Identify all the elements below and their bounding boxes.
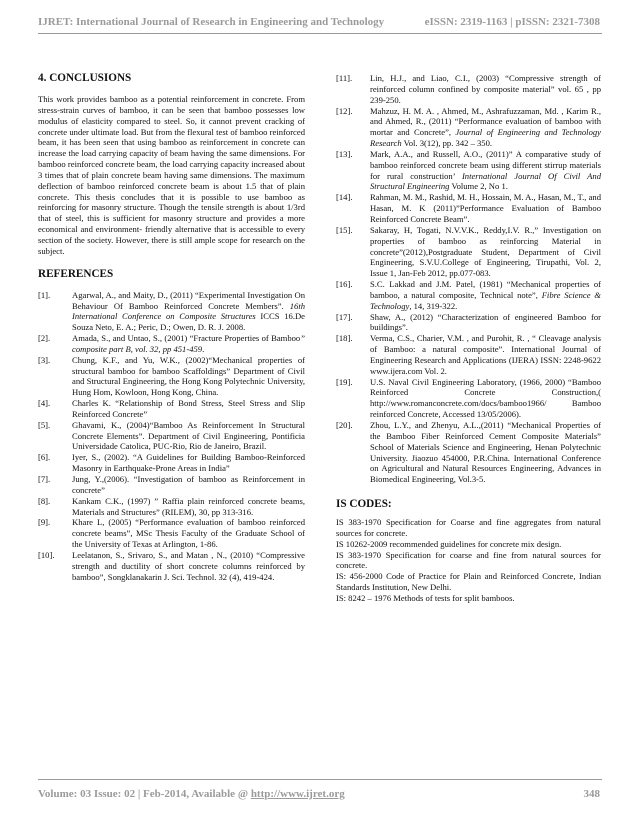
reference-item (38, 550, 305, 583)
reference-text (370, 312, 601, 334)
references-heading: REFERENCES (38, 267, 114, 280)
reference-number: [11]. (336, 73, 353, 83)
reference-number: [13]. (336, 148, 353, 159)
reference-item (336, 377, 601, 420)
reference-text-tail: ICCS 16.De Souza Neto, E. A.; Peric, D.; Owen, D. R. J. 2008. (72, 311, 305, 333)
reference-text-main: U.S. Naval Civil Engineering Laboratory, (1966, 2000) “Bamboo Reinforced Concrete Construction,( http://www.romanconcrete.com/docs/bamboo1966/ Bamboo reinforced Concrete, Accessed 13/05/2006). (370, 376, 601, 420)
reference-text-main: Ghavami, K., (2004)“Bamboo As Reinforcement In Structural Concrete Elements”. Department of Civil Engineering, Pontificia Universidade Catolica, PUC-Rio, Rio de Janeiro, Brazil. (72, 419, 305, 452)
reference-number: [5]. (38, 419, 51, 430)
reference-text-main: Mark, A.A., and Russell, A.O., (2011)” A comparative study of bamboo reinforced concrete beam using different stirrup materials for rural construction’ (370, 148, 601, 181)
reference-text-main: Agarwal, A., and Maity, D., (2011) “Experimental Investigation On Behaviour Of Bamboo Reinforced Concrete Members”. (72, 289, 305, 311)
right-column (336, 73, 601, 604)
reference-item (38, 355, 305, 398)
reference-text-main: S.C. Lakkad and J.M. Patel, (1981) “Mechanical properties of bamboo, a natural composite, Technical note”, (370, 279, 601, 300)
conclusions-heading: 4. CONCLUSIONS (38, 72, 132, 84)
reference-text-main: Amada, S., and Untao, S., (2001) “Fracture Properties of Bamboo (72, 333, 301, 344)
reference-number: [6]. (38, 452, 51, 463)
reference-item (336, 225, 601, 279)
is-code-item: IS 383-1970 Specification for coarse and fine from natural sources for concrete. (336, 549, 601, 571)
reference-number: [15]. (336, 224, 353, 235)
reference-text (72, 517, 305, 550)
is-codes-list (336, 517, 601, 604)
journal-title: IJRET: International Journal of Research in Engineering and Technology (38, 16, 385, 28)
reference-item (336, 106, 601, 149)
reference-number: [16]. (336, 279, 353, 290)
is-code-item: IS 383-1970 Specification for Coarse and fine aggregates from natural sources for concrete. (336, 517, 601, 538)
reference-text (72, 420, 305, 453)
reference-number: [9]. (38, 517, 51, 528)
reference-text-main: Jung, Y.,(2006). “Investigation of bamboo as Reinforcement in concrete” (72, 474, 305, 495)
reference-text-main: Sakaray, H, Togati, N.V.V.K., Reddy,I.V. R.,” Investigation on properties of bamboo as reinforcing Material in concrete”(2012),Postgraduate Student, Department of Civil Engineering, S.V.U.College of Engineering, Tirupathi, Vol. 2, Issue 1, Jan-Feb 2012, pp.077-083. (370, 224, 601, 279)
is-code-item: IS 10262-2009 recommended guidelines for concrete mix design. (336, 538, 562, 549)
reference-text (72, 496, 305, 518)
reference-text (72, 398, 305, 420)
reference-number: [7]. (38, 474, 51, 484)
reference-text (370, 149, 601, 192)
reference-text (72, 474, 305, 496)
reference-item (336, 192, 601, 225)
reference-number: [19]. (336, 376, 353, 387)
footer-divider (38, 779, 602, 780)
reference-number: [10]. (38, 549, 55, 560)
reference-text-tail: Vol. 3(12), pp. 342 – 350. (401, 138, 493, 149)
reference-text (72, 452, 305, 474)
reference-number: [4]. (38, 398, 51, 409)
reference-text-tail: , 14, 319-322. (409, 300, 458, 311)
reference-text-tail: Volume 2, No 1. (449, 181, 508, 192)
reference-source-italic: ” composite part B, vol. 32, pp 451-459 (72, 333, 305, 354)
reference-text-main: Charles K. “Relationship of Bond Stress, Steel Stress and Slip Reinforced Concrete” (72, 398, 305, 419)
reference-number: [8]. (38, 495, 51, 506)
reference-text-main: Khare L, (2005) “Performance evaluation of bamboo reinforced concrete beams”, MSc Thesis Faculty of the Graduate School of the University of Texas at Arlington, 1-86. (72, 517, 305, 550)
reference-text (72, 355, 305, 398)
reference-item (38, 474, 305, 496)
issn-label: eISSN: 2319-1163 | pISSN: 2321-7308 (424, 16, 600, 28)
reference-number: [20]. (336, 420, 353, 430)
footer-volume-text: Volume: 03 Issue: 02 | Feb-2014, Available @ (38, 788, 251, 800)
is-code-item: IS: 8242 – 1976 Methods of tests for split bamboos. (336, 592, 515, 603)
reference-text-main: Kankam C.K., (1997) ” Raffia plain reinforced concrete beams, Materials and Structures” (RILEM), 30, pp 313-316. (72, 495, 305, 517)
reference-text (370, 420, 601, 485)
page-header (38, 16, 600, 28)
reference-item (336, 420, 601, 485)
reference-text-main: Shaw, A., (2012) “Characterization of engineered Bamboo for buildings”. (370, 311, 601, 333)
left-column (38, 72, 305, 582)
footer-link[interactable]: http://www.ijret.org (250, 788, 345, 800)
reference-text (370, 377, 601, 420)
reference-text-main: Lin, H.J., and Liao, C.I., (2003) “Compressive strength of reinforced column confined by composite material” vol. 65 , pp 239-250. (370, 73, 601, 105)
page-number: 348 (583, 788, 600, 800)
reference-item (38, 398, 305, 420)
reference-item (336, 279, 601, 312)
reference-item (336, 312, 601, 334)
reference-text (72, 333, 305, 355)
reference-text-main: Verma, C.S., Charier, V.M. , and Purohit, R. , “ Cleavage analysis of Bamboo: a natural composite”. International Journal of Engineering Research and Applications (IJERA) ISSN: 2248-9622 www.ijera.com Vol. 2. (370, 333, 601, 376)
page-footer (38, 788, 600, 800)
reference-text-main: Zhou, L.Y., and Zhenyu, A.L.,(2011) “Mechanical Properties of the Bamboo Fiber Reinforced Cement Composite Materials” School of Materials Science and Engineering, Henan Polytechnic University. Jiaozuo 454000, P.R.China. International Conference on Agricultural and Natural Resources Engineering, Advances in Biomedical Engineering, Vol.3-5. (370, 420, 601, 485)
reference-text (370, 192, 601, 225)
reference-text (370, 106, 601, 149)
is-codes-heading: IS CODES: (336, 498, 392, 511)
reference-item (38, 496, 305, 518)
reference-text-main: Mahzuz, H. M. A. , Ahmed, M., Ashrafuzzaman, Md. , Karim R., and Ahmed, R., (2011) “Performance evaluation of bamboo with mortar and Concrete”, (370, 105, 601, 138)
reference-text (370, 279, 601, 312)
conclusions-text: This work provides bamboo as a potential reinforcement in concrete. From stress-strain curves of bamboo, it can be seen that bamboo possesses low modulus of elasticity compared to steel. So, it cannot prevent cracking of concrete under ultimate load. But from the flexural test of bamboo reinforced beam, it has been seen that using bamboo as reinforcement in concrete can increase the load carrying capacity of beam having the same dimensions. For bamboo reinforced concrete beam, the load carrying capacity increased about 3 times that of plain concrete beam having same dimensions. The maximum deflection of bamboo reinforced concrete beam is about 1.5 that of plain concrete. This thesis concludes that it is possible to use bamboo as reinforcing for masonry structure. Though the tensile strength is about 1/3rd that of steel, this is sufficient for masonry structure and provides a more economical and environment- friendly alternative that is accessible to every section of the society. However, there is still ample scope for research on the subject. (38, 94, 305, 256)
reference-text (370, 333, 601, 376)
reference-text-main: Rahman, M. M., Rashid, M. H., Hossain, M. A., Hasan, M., T., and Hasan, M. K (2011)”Performance Evaluation of Bamboo Reinforced Concrete Beam”. (370, 192, 601, 224)
is-code-item: IS: 456-2000 Code of Practice for Plain and Reinforced Concrete, Indian Standards Institution, New Delhi. (336, 571, 601, 593)
reference-item (38, 420, 305, 453)
reference-number: [3]. (38, 354, 51, 365)
reference-item (336, 149, 601, 192)
reference-text-main: Iyer, S., (2002). “A Guidelines for Building Bamboo-Reinforced Masonry in Earthquake-Prone Areas in India” (72, 452, 305, 474)
reference-number: [17]. (336, 311, 353, 322)
reference-text-main: Chung, K.F., and Yu, W.K., (2002)“Mechanical properties of structural bamboo for bamboo Scaffoldings” Department of Civil and Structural Engineering, the Hong Kong Polytechnic University, Hung Hom, Kowloon, Hong Kong, China. (72, 354, 305, 398)
reference-source-italic: Journal of Engineering and Technology Research (370, 127, 601, 149)
reference-text-tail: . (202, 343, 205, 354)
reference-item (38, 517, 305, 550)
reference-item (38, 333, 305, 355)
reference-number: [18]. (336, 333, 353, 344)
reference-number: [1]. (38, 289, 51, 300)
reference-source-italic: 16th International Conference on Composite Structures (72, 300, 305, 322)
reference-item (336, 333, 601, 376)
reference-source-italic: Fibre Science & Technology (370, 289, 601, 311)
reference-text-main: Leelatanon, S., Srivaro, S., and Matan , N., (2010) “Compressive strength and ductility of short concrete columns reinforced by bamboo”, Songklanakarin J. Sci. Technol. 32 (4), 419-424. (72, 549, 305, 582)
reference-text (370, 73, 601, 106)
reference-text (370, 225, 601, 279)
reference-item (38, 290, 305, 333)
reference-number: [12]. (336, 105, 353, 116)
footer-volume (38, 788, 345, 800)
header-divider (38, 33, 602, 34)
reference-number: [2]. (38, 333, 51, 344)
references-list-left (38, 290, 305, 583)
reference-item (38, 452, 305, 474)
references-list-right (336, 73, 601, 485)
reference-text (72, 550, 305, 583)
reference-text (72, 290, 305, 333)
reference-item (336, 73, 601, 106)
reference-source-italic: International Journal Of Civil And Structural Engineering (370, 170, 601, 192)
reference-number: [14]. (336, 192, 353, 203)
